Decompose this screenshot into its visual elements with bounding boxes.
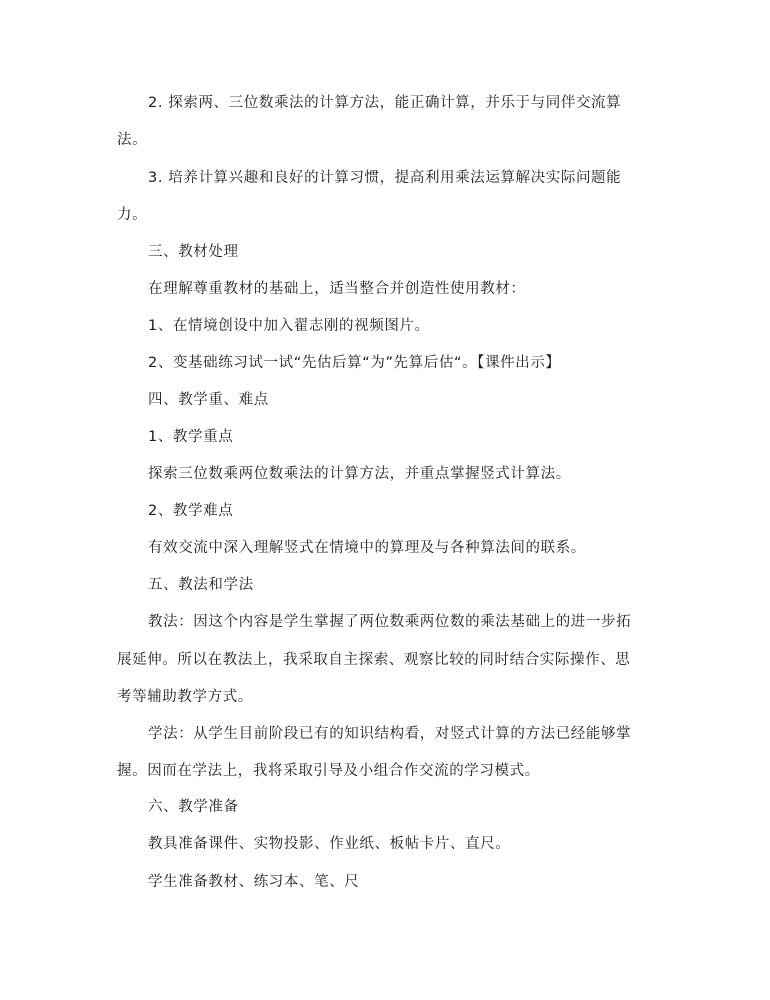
subheading-key-point: 1、教学重点 [148,429,234,445]
paragraph-key-point: 探索三位数乘两位数乘法的计算方法，并重点掌握竖式计算法。 [148,466,571,482]
section-heading-3: 三、教材处理 [148,244,239,260]
section-heading-5: 五、教法和学法 [148,577,254,593]
learning-method-line-1: 学法：从学生目前阶段已有的知识结构看，对竖式计算的方法已经能够掌 [148,726,632,742]
objective-2-line-1: 2. 探索两、三位数乘法的计算方法，能正确计算，并乐于与同伴交流算 [148,95,622,111]
teaching-method-line-3: 考等辅助教学方式。 [117,689,253,705]
paragraph-textbook-intro: 在理解尊重教材的基础上，适当整合并创造性使用教材： [148,281,526,297]
subheading-difficulty: 2、教学难点 [148,503,234,519]
textbook-item-1: 1、在情境创设中加入翟志刚的视频图片。 [148,318,430,334]
learning-method-line-2: 握。因而在学法上，我将采取引导及小组合作交流的学习模式。 [117,763,540,779]
paragraph-difficulty: 有效交流中深入理解竖式在情境中的算理及与各种算法间的联系。 [148,540,586,556]
textbook-item-2: 2、变基础练习试一试“先估后算“为”先算后估“。【课件出示】 [148,355,561,371]
section-heading-4: 四、教学重、难点 [148,392,269,408]
objective-2-line-2: 法。 [117,132,148,148]
teaching-method-line-2: 展延伸。所以在教法上，我采取自主探索、观察比较的同时结合实际操作、思 [117,652,631,668]
teacher-materials: 教具准备课件、实物投影、作业纸、板帖卡片、直尺。 [148,836,511,852]
student-materials: 学生准备教材、练习本、笔、尺 [148,874,360,890]
section-heading-6: 六、教学准备 [148,799,239,815]
teaching-method-line-1: 教法：因这个内容是学生掌握了两位数乘两位数的乘法基础上的进一步拓 [148,614,632,630]
objective-3-line-1: 3. 培养计算兴趣和良好的计算习惯，提高利用乘法运算解决实际问题能 [148,170,622,186]
objective-3-line-2: 力。 [117,207,148,223]
